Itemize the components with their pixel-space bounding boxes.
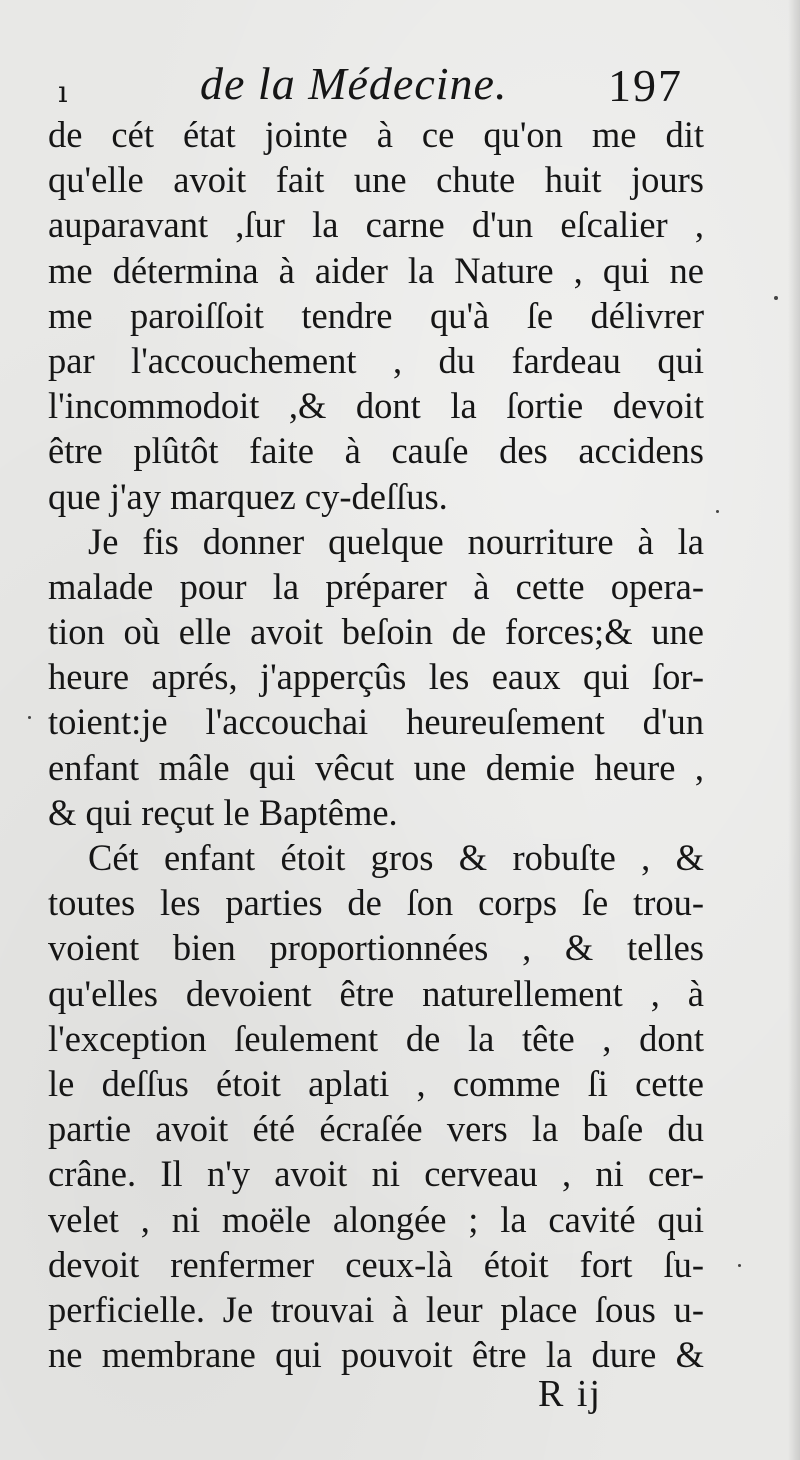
page-number: 197: [608, 60, 683, 111]
text-line: enfant mâle qui vêcut une demie heure ,: [48, 746, 704, 788]
text-line: ne membrane qui pouvoit être la dure &: [48, 1334, 704, 1376]
text-line: qu'elle avoit fait une chute huit jours: [48, 159, 704, 201]
ink-speck: [738, 1264, 741, 1267]
text-line: heure aprés, j'apperçûs les eaux qui ſor-: [48, 656, 704, 698]
text-line: Cét enfant étoit gros & robuſte , &: [88, 837, 704, 878]
text-line: me détermina à aider la Nature , qui ne: [48, 249, 704, 291]
text-line: que j'ay marquez cy-deſſus.: [48, 475, 448, 517]
text-line: crâne. Il n'y avoit ni cerveau , ni cer-: [48, 1153, 704, 1195]
text-line: tion où elle avoit beſoin de forces;& une: [48, 611, 704, 653]
text-line: partie avoit été écraſée vers la baſe du: [48, 1108, 704, 1150]
text-line: être plûtôt faite à cauſe des accidens: [48, 430, 704, 472]
running-title: de la Médecine.: [200, 58, 508, 109]
text-line: par l'accouchement , du fardeau qui: [48, 339, 704, 381]
body-text: [48, 112, 704, 1377]
text-line: voient bien proportionnées , & telles: [48, 927, 704, 969]
text-line: l'exception ſeulement de la tête , dont: [48, 1017, 704, 1059]
text-line: toient:je l'accouchai heureuſement d'un: [48, 701, 704, 743]
text-line: de cét état jointe à ce qu'on me dit: [48, 114, 704, 155]
running-head: [0, 58, 800, 118]
text-line: velet , ni moële alongée ; la cavité qui: [48, 1198, 704, 1240]
text-line: auparavant ,ſur la carne d'un eſcalier ,: [48, 204, 704, 246]
ink-speck: [28, 716, 31, 719]
text-line: me paroiſſoit tendre qu'à ſe délivrer: [48, 294, 704, 336]
text-line: malade pour la préparer à cette opera-: [48, 565, 704, 607]
ink-speck: [774, 296, 778, 300]
text-line: Je fis donner quelque nourriture à la: [88, 520, 704, 562]
text-line: & qui reçut le Baptême.: [48, 791, 398, 833]
text-line: devoit renfermer ceux-là étoit fort ſu-: [48, 1243, 704, 1285]
margin-mark: ı: [58, 75, 68, 110]
text-line: perficielle. Je trouvai à leur place ſous u-: [48, 1288, 704, 1330]
signature-mark: R ij: [538, 1373, 602, 1415]
text-line: toutes les parties de ſon corps ſe trou-: [48, 882, 704, 924]
text-line: l'incommodoit ,& dont la ſortie devoit: [48, 385, 704, 427]
text-line: qu'elles devoient être naturellement , à: [48, 972, 704, 1014]
ink-speck: [716, 510, 719, 513]
text-line: le deſſus étoit aplati , comme ſi cette: [48, 1062, 704, 1104]
page-edge-shadow: [788, 0, 800, 1460]
